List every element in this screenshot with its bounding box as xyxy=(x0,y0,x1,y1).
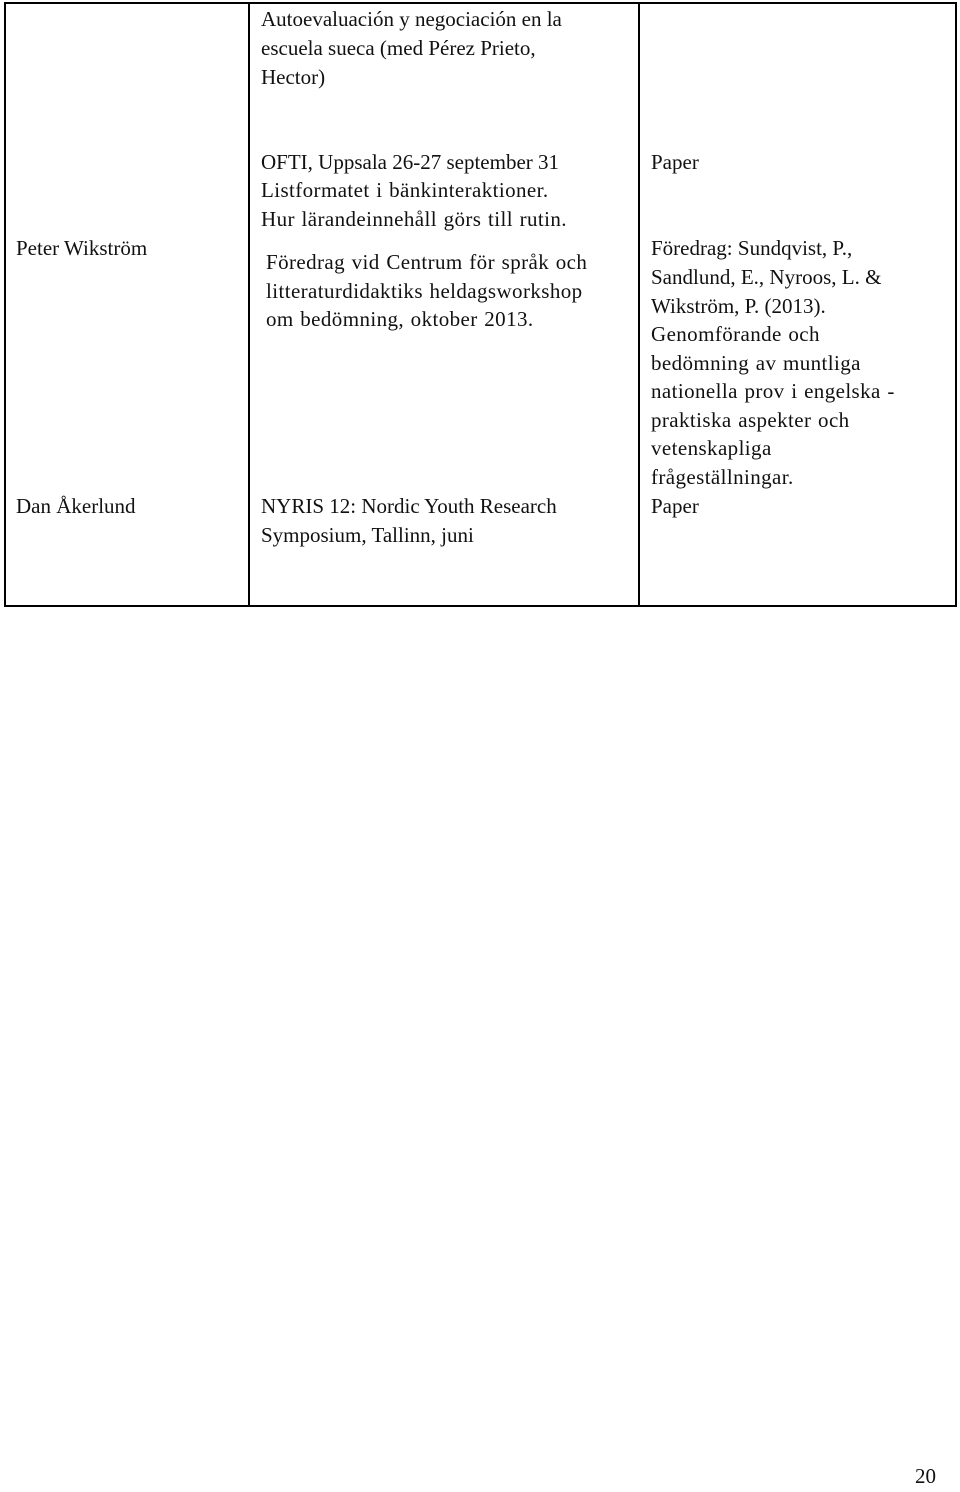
table-border-top xyxy=(4,2,957,4)
event-line: OFTI, Uppsala 26-27 september 31 xyxy=(261,150,560,174)
table-border-right xyxy=(955,2,957,607)
person-name: Peter Wikström xyxy=(16,236,148,260)
contribution-type: Paper xyxy=(651,494,699,518)
page-number: 20 xyxy=(915,1464,936,1488)
contribution-line: Wikström, P. (2013). xyxy=(651,294,826,318)
contribution-line: Sandlund, E., Nyroos, L. & xyxy=(651,265,882,289)
event-line: escuela sueca (med Pérez Prieto, xyxy=(261,36,536,60)
contribution-line: bedömning av muntliga xyxy=(651,351,861,375)
contribution-line: frågeställningar. xyxy=(651,465,794,489)
contribution-line: vetenskapliga xyxy=(651,436,772,460)
table-column-divider-1 xyxy=(248,2,250,607)
contribution-line: nationella prov i engelska - xyxy=(651,379,895,403)
contribution-line: Föredrag: Sundqvist, P., xyxy=(651,236,853,260)
contribution-line: Genomförande och xyxy=(651,322,820,346)
event-line: litteraturdidaktiks heldagsworkshop xyxy=(266,279,583,303)
event-line: Hur lärandeinnehåll görs till rutin. xyxy=(261,207,567,231)
event-line: om bedömning, oktober 2013. xyxy=(266,307,534,331)
table-column-divider-2 xyxy=(638,2,640,607)
event-line: NYRIS 12: Nordic Youth Research xyxy=(261,494,557,518)
event-line: Föredrag vid Centrum för språk och xyxy=(266,250,588,274)
table-border-left xyxy=(4,2,6,607)
table-border-bottom xyxy=(4,605,957,607)
event-line: Symposium, Tallinn, juni xyxy=(261,523,474,547)
contribution-line: praktiska aspekter och xyxy=(651,408,850,432)
event-line: Hector) xyxy=(261,65,326,89)
contribution-type: Paper xyxy=(651,150,699,174)
event-line: Autoevaluación y negociación en la xyxy=(261,7,562,31)
event-line: Listformatet i bänkinteraktioner. xyxy=(261,178,549,202)
person-name: Dan Åkerlund xyxy=(16,494,136,518)
